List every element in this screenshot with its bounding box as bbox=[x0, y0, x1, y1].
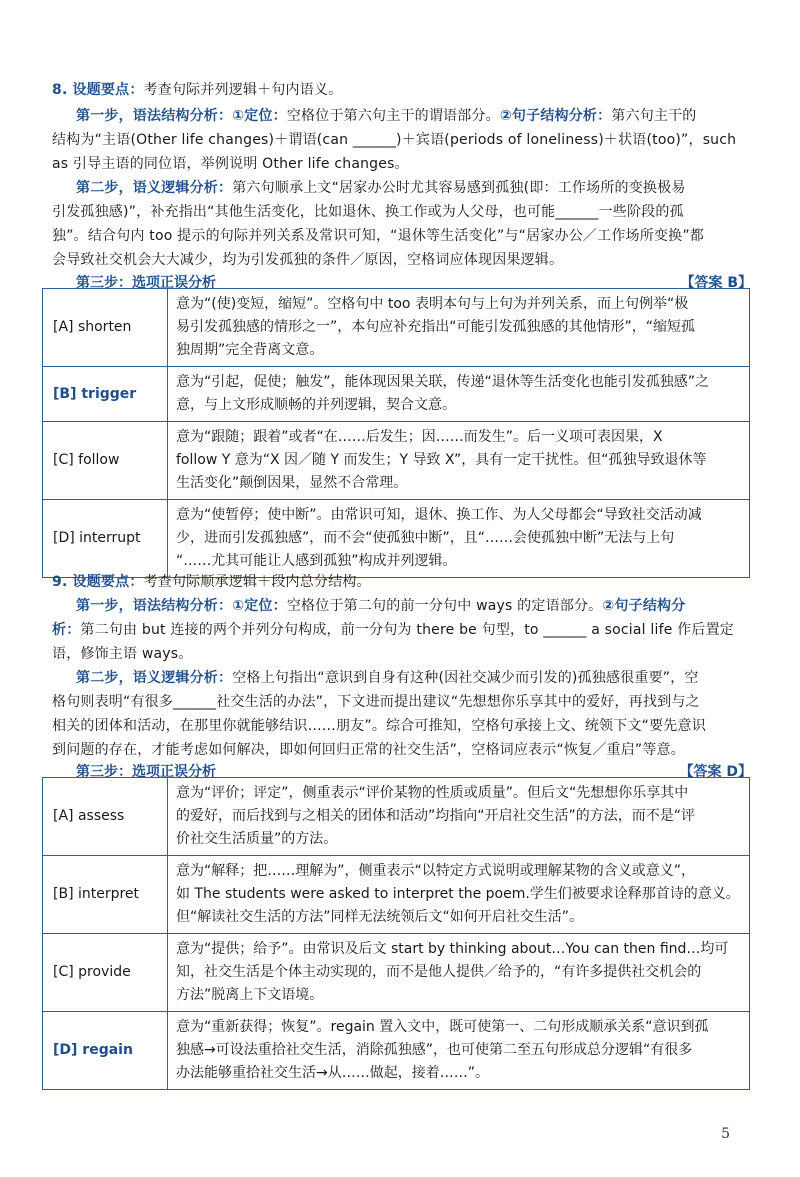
q9-step1-structure-label: ②句子结构分 bbox=[602, 598, 686, 614]
q8-option-desc: 意为“使暂停；使中断”。由常识可知，退休、换工作、为人父母都会“导致社交活动减 少，进而引发孤独感”，而不会“使孤独中断”，且“……会使孤独中断”无法与上句 “……尤其可能让人感到孤独”构成并列逻辑。 bbox=[168, 500, 750, 578]
q9-option-desc: 意为“解释；把……理解为”，侧重表示“以特定方式说明或理解某物的含义或意义”， 如 The students were asked to interpret the poem.学生们被要求诠释那首诗的意义。 但“解读社交生活的方法”同样无法统领后文“如何开启社交生活”。 bbox=[168, 856, 750, 934]
q9-option-row bbox=[43, 1012, 750, 1090]
q9-option-row bbox=[43, 934, 750, 1012]
q8-step3-title: 第三步：选项正误分析 bbox=[76, 275, 216, 291]
q9-option-label: [B] interpret bbox=[43, 856, 168, 934]
q8-option-row bbox=[43, 367, 750, 422]
q8-step2-line4: 会导致社交机会大大减少，均为引发孤独的条件／原因，空格词应体现因果逻辑。 bbox=[52, 252, 564, 268]
q8-step2-line3: 独”。结合句内 too 提示的句际并列关系及常识可知，“退休等生活变化”与“居家办公／工作场所变换”都 bbox=[52, 228, 704, 244]
q8-options-table bbox=[42, 288, 750, 578]
q9-step2-line3: 相关的团体和活动，在那里你就能够结识……朋友”。综合可推知，空格句承接上文、统领下文“要先意识 bbox=[52, 718, 706, 734]
q9-step2-title: 第二步，语义逻辑分析： bbox=[76, 670, 233, 686]
q9-option-desc: 意为“评价；评定”，侧重表示“评价某物的性质或质量”。但后文“先想想你乐享其中 的爱好，而后找到与之相关的团体和活动”均指向“开启社交生活”的方法，而不是“评 价社交生活质量”的方法。 bbox=[168, 778, 750, 856]
q8-step1-locate-text: 空格位于第六句主干的谓语部分。 bbox=[286, 108, 500, 124]
q9-option-desc: 意为“提供；给予”。由常识及后文 start by thinking about…You can then find…均可 知，社交生活是个体主动实现的，而不是他人提供／给予的，“有许多提供社交机会的 方法”脱离上下文语境。 bbox=[168, 934, 750, 1012]
q9-step1-title: 第一步，语法结构分析： bbox=[76, 598, 233, 614]
q9-step3-title: 第三步：选项正误分析 bbox=[76, 764, 216, 780]
q8-option-desc: 意为“引起，促使；触发”，能体现因果关联，传递“退休等生活变化也能引发孤独感”之 意，与上文形成顺畅的并列逻辑，契合文意。 bbox=[168, 367, 750, 422]
page-number: 5 bbox=[721, 1126, 730, 1142]
q9-step2-text1: 空格上句指出“意识到自身有这种(因社交减少而引发的)孤独感很重要”，空 bbox=[232, 670, 699, 686]
q8-focus: 考查句际并列逻辑＋句内语义。 bbox=[143, 82, 343, 98]
q9-option-row bbox=[43, 778, 750, 856]
q9-number: 9. 设题要点： bbox=[52, 574, 144, 590]
q8-step1-locate-label: ①定位： bbox=[232, 108, 287, 124]
q9-answer: 【答案 D】 bbox=[679, 764, 752, 780]
q9-step2-line2: 格句则表明“有很多______社交生活的办法”，下文进而提出建议“先想想你乐享其中的爱好，再找到与之 bbox=[52, 694, 700, 710]
q9-step1-line3: 语，修饰主语 ways。 bbox=[52, 646, 193, 662]
q9-step1-line1 bbox=[76, 595, 752, 617]
q9-option-label: [A] assess bbox=[43, 778, 168, 856]
q9-option-desc: 意为“重新获得；恢复”。regain 置入文中，既可使第一、二句形成顺承关系“意识到孤 独感→可设法重拾社交生活，消除孤独感”，也可使第二至五句形成总分逻辑“有很多 办法能够重拾社交生活→从……做起，接着……”。 bbox=[168, 1012, 750, 1090]
q8-step2-line1 bbox=[76, 177, 752, 199]
q8-option-label: [D] interrupt bbox=[43, 500, 168, 578]
q8-step1-line1 bbox=[76, 105, 752, 127]
q8-option-row bbox=[43, 500, 750, 578]
q9-option-label: [C] provide bbox=[43, 934, 168, 1012]
q8-option-desc: 意为“(使)变短，缩短”。空格句中 too 表明本句与上句为并列关系，而上句例举“极 易引发孤独感的情形之一”，本句应补充指出“可能引发孤独感的其他情形”，“缩短孤 独周期”完全背离文意。 bbox=[168, 289, 750, 367]
q9-step1-locate-text: 空格位于第二句的前一分句中 ways 的定语部分。 bbox=[286, 598, 603, 614]
q9-step2-line4: 到问题的存在，才能考虑如何解决，即如何回归正常的社交生活”，空格词应表示“恢复／重启”等意。 bbox=[52, 742, 685, 758]
q8-step1-title: 第一步，语法结构分析： bbox=[76, 108, 233, 124]
q8-step2-text1: 第六句顺承上文“居家办公时尤其容易感到孤独(即：工作场所的变换极易 bbox=[232, 180, 686, 196]
q8-step1-structure-text: 第六句主干的 bbox=[611, 108, 697, 124]
q8-option-desc: 意为“跟随；跟着”或者“在……后发生；因……而发生”。后一义项可表因果，X follow Y 意为“X 因／随 Y 而发生；Y 导致 X”，具有一定干扰性。但“孤独导致退休等 生活变化”颠倒因果，显然不合常理。 bbox=[168, 422, 750, 500]
q8-heading bbox=[52, 79, 752, 101]
q8-option-label: [C] follow bbox=[43, 422, 168, 500]
q8-number: 8. 设题要点： bbox=[52, 82, 144, 98]
q9-step1-structure-label-end: 析： bbox=[52, 622, 81, 638]
q9-step2-line1 bbox=[76, 667, 752, 689]
q8-step1-structure-label: ②句子结构分析： bbox=[499, 108, 612, 124]
q8-option-label: [A] shorten bbox=[43, 289, 168, 367]
q8-step2-title: 第二步，语义逻辑分析： bbox=[76, 180, 233, 196]
q9-step1-locate-label: ①定位： bbox=[232, 598, 287, 614]
q8-option-label-correct: [B] trigger bbox=[43, 367, 168, 422]
q8-option-row bbox=[43, 289, 750, 367]
q8-option-row bbox=[43, 422, 750, 500]
q8-step2-line2: 引发孤独感)”，补充指出“其他生活变化，比如退休、换工作或为人父母，也可能______一些阶段的孤 bbox=[52, 204, 684, 220]
q9-option-row bbox=[43, 856, 750, 934]
q9-options-table bbox=[42, 777, 750, 1090]
q8-step1-line2: 结构为“主语(Other life changes)＋谓语(can ______)＋宾语(periods of loneliness)＋状语(too)”，such bbox=[52, 132, 737, 148]
q9-option-label-correct: [D] regain bbox=[43, 1012, 168, 1090]
q9-focus: 考查句际顺承逻辑＋段内总分结构。 bbox=[143, 574, 371, 590]
q9-heading bbox=[52, 571, 752, 593]
q8-answer: 【答案 B】 bbox=[680, 275, 752, 291]
q9-step1-structure-text: 第二句由 but 连接的两个并列分句构成，前一分句为 there be 句型，to ______ a social life 作后置定 bbox=[80, 622, 734, 638]
q8-step1-line3: as 引导主语的同位语，举例说明 Other life changes。 bbox=[52, 156, 409, 172]
q9-step1-line2 bbox=[52, 619, 752, 641]
